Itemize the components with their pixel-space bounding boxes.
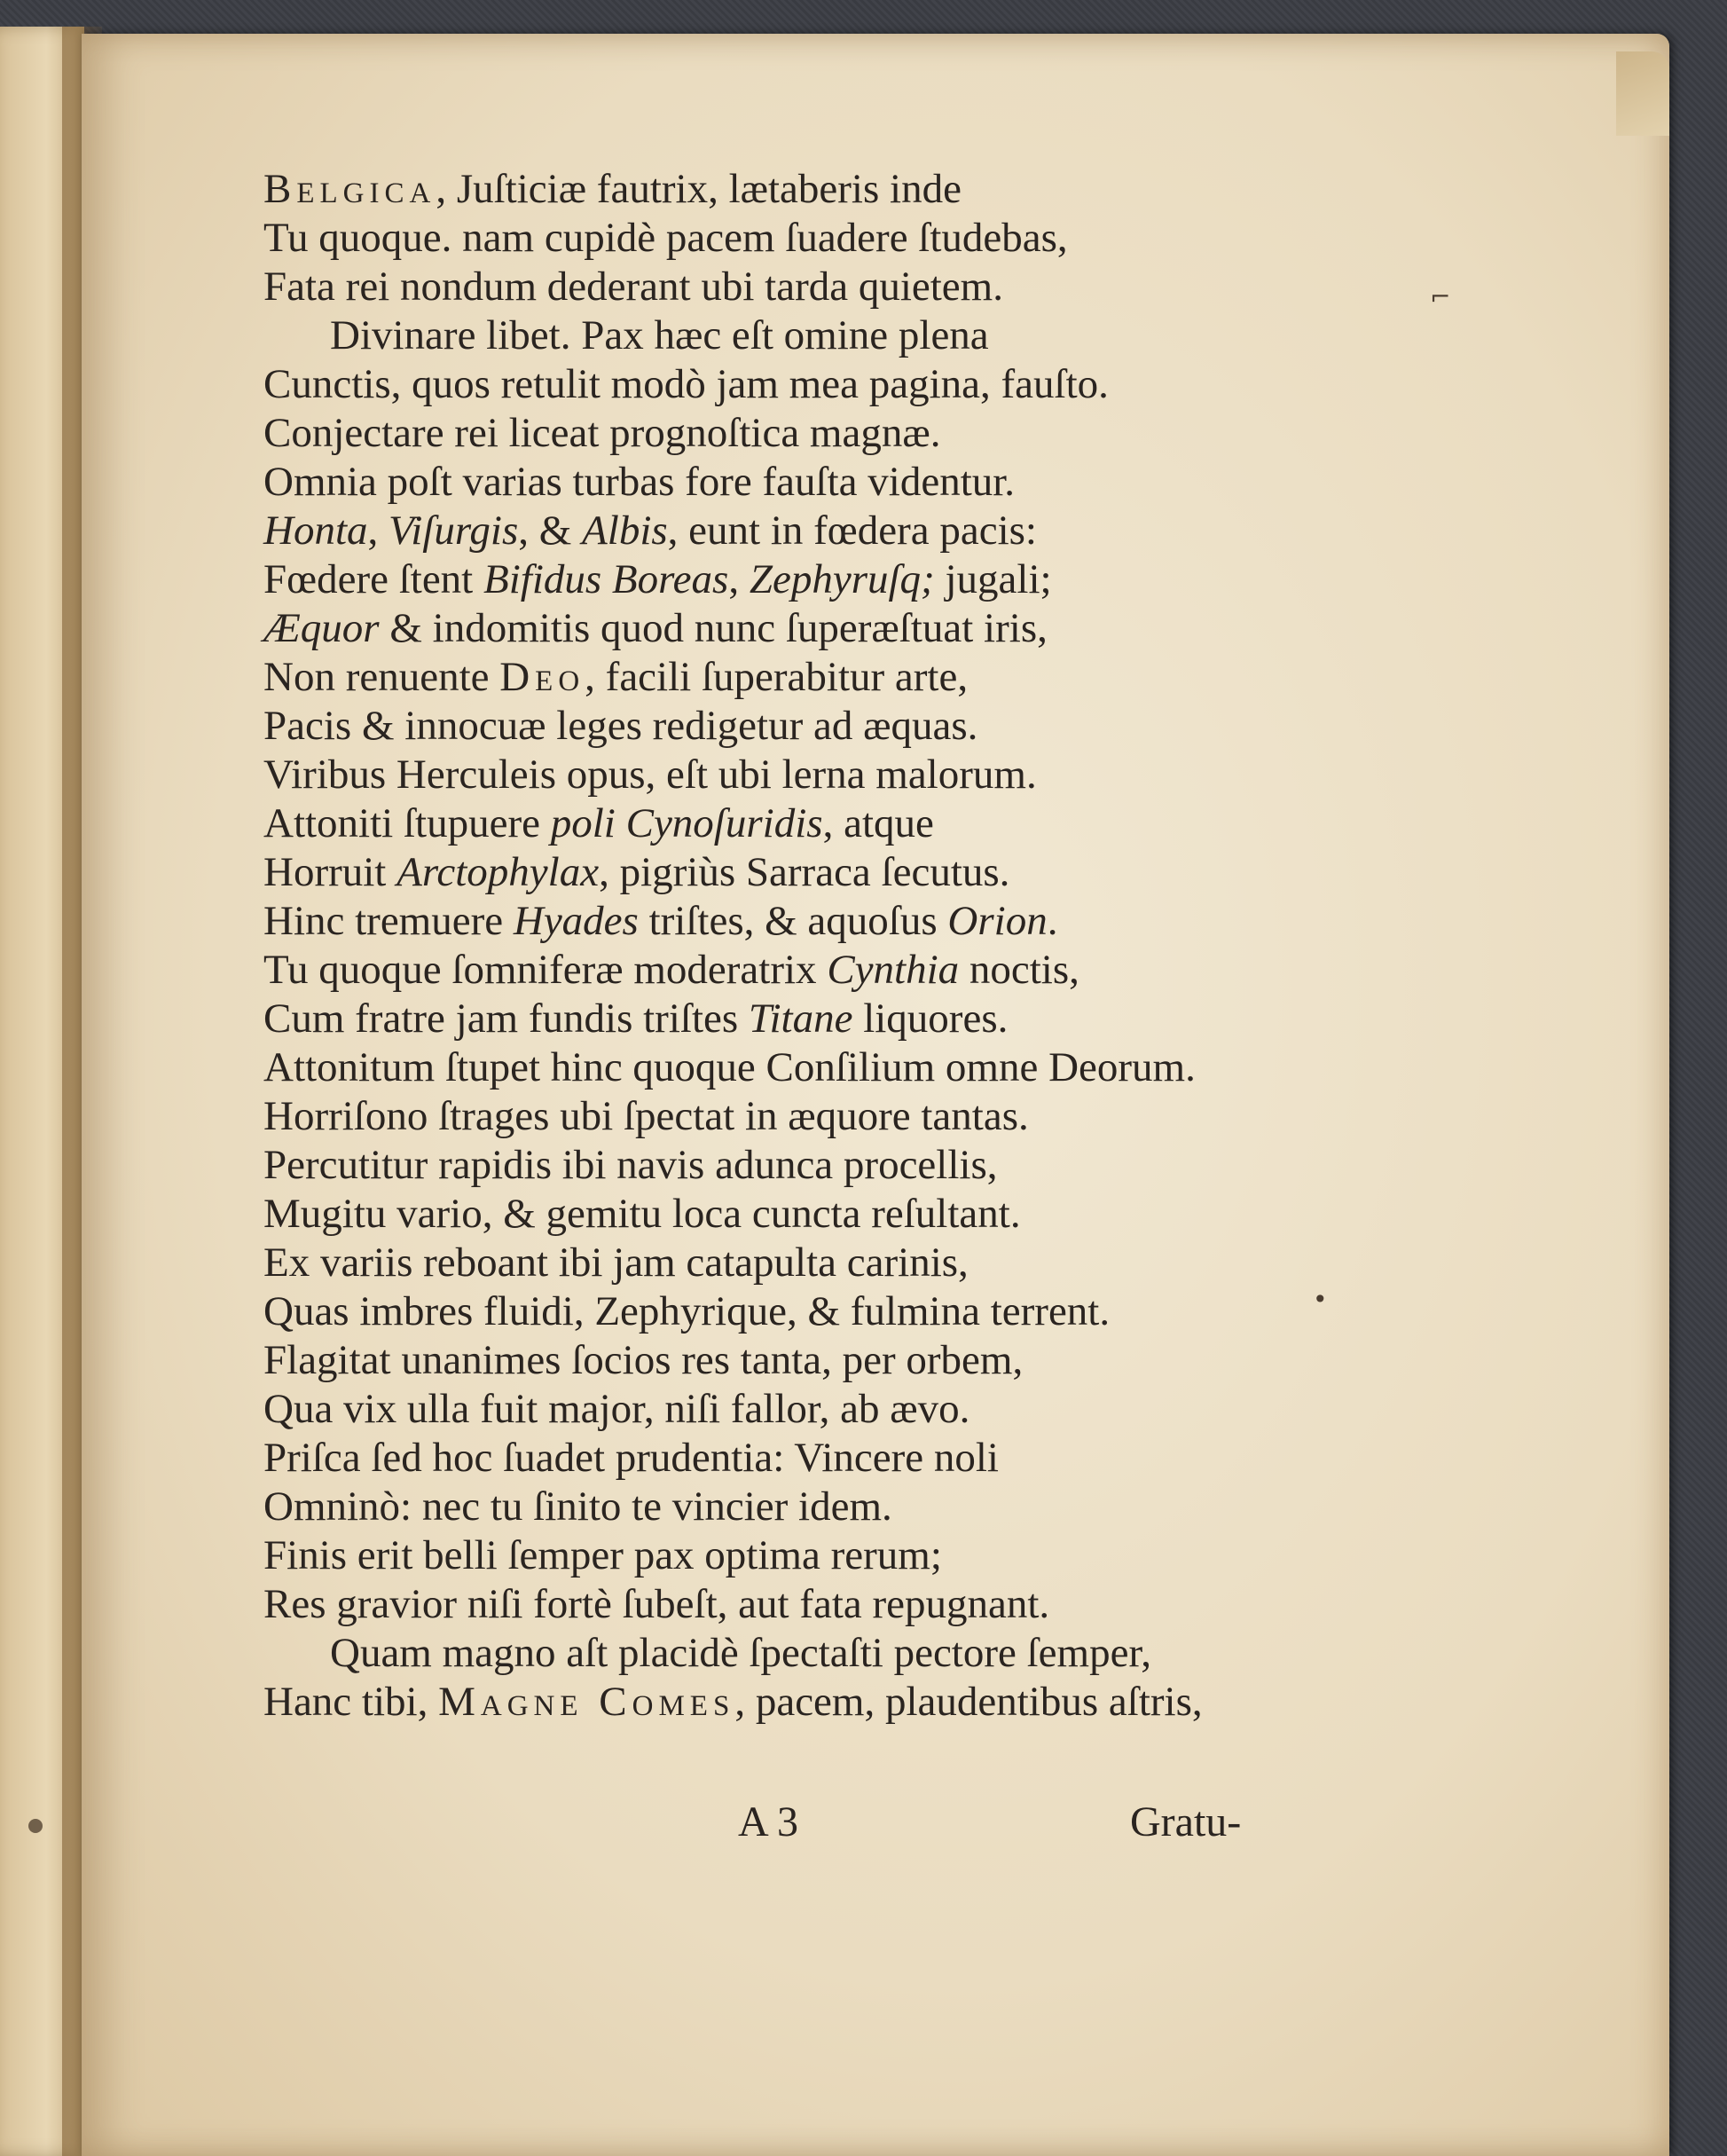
verse-fragment: Priſca ſed hoc ſuadet prudentia: Vincere noli <box>263 1435 999 1481</box>
verse-line <box>263 1629 1434 1678</box>
verse-fragment: Tu quoque. nam cupidè pacem ſuadere ſtudebas, <box>263 215 1068 261</box>
verse-line <box>263 1239 1434 1287</box>
verse-line <box>263 1580 1434 1629</box>
verse-line <box>263 1190 1434 1239</box>
verse-fragment: Hanc tibi, <box>263 1679 439 1725</box>
verse-fragment: . <box>1047 898 1058 944</box>
verse-fragment: Horruit <box>263 849 397 895</box>
verse-line <box>263 946 1434 995</box>
verse-line <box>263 1385 1434 1434</box>
verse-fragment: Quam magno aſt placidè ſpectaſti pectore ſemper, <box>330 1630 1151 1676</box>
pencil-mark: ⌐ <box>1430 282 1451 311</box>
verse-line <box>263 555 1434 604</box>
poem-text <box>263 165 1434 1727</box>
verse-fragment: Deo <box>499 654 585 700</box>
verse-line <box>263 1434 1434 1483</box>
page-footer <box>82 1798 1669 1851</box>
verse-fragment: Orion <box>947 898 1048 944</box>
verse-line <box>263 702 1434 751</box>
verse-fragment: Zephyruſq; <box>749 556 935 602</box>
verse-fragment: Æquor <box>263 605 380 651</box>
verse-fragment: , facili ſuperabitur arte, <box>585 654 969 700</box>
verse-fragment: Cum fratre jam fundis triſtes <box>263 995 749 1042</box>
verse-line <box>263 263 1434 311</box>
verse-fragment: Fata rei nondum dederant ubi tarda quietem. <box>263 264 1003 310</box>
verse-fragment: Divinare libet. Pax hæc eſt omine plena <box>330 312 989 358</box>
verse-fragment: jugali; <box>934 556 1052 602</box>
verse-fragment: Flagitat unanimes ſocios res tanta, per orbem, <box>263 1337 1024 1383</box>
verse-fragment: , pigriùs Sarraca ſecutus. <box>599 849 1010 895</box>
verse-line <box>263 1092 1434 1141</box>
verse-fragment: Magne Comes <box>438 1679 735 1725</box>
verse-fragment: Cynthia <box>827 947 960 993</box>
verse-fragment: Belgica <box>263 166 436 212</box>
verse-fragment: Omnia poſt varias turbas fore fauſta videntur. <box>263 459 1016 505</box>
verse-fragment: Titane <box>748 995 853 1042</box>
ink-spot <box>28 1819 43 1833</box>
verse-line <box>263 1678 1434 1727</box>
verse-line <box>263 897 1434 946</box>
verse-fragment: poli Cynoſuridis <box>550 800 823 846</box>
verse-fragment: Res gravior niſi fortè ſubeſt, aut fata repugnant. <box>263 1581 1050 1627</box>
verse-fragment: , Juſticiæ fautrix, lætaberis inde <box>436 166 962 212</box>
verse-fragment: noctis, <box>959 947 1079 993</box>
verse-fragment: Bifidus Boreas <box>483 556 729 602</box>
verse-fragment: Non renuente <box>263 654 500 700</box>
verse-line <box>263 799 1434 848</box>
verse-fragment: Fœdere ſtent <box>263 556 483 602</box>
catchword: Gratu- <box>1130 1798 1242 1845</box>
ink-dot: • <box>1313 1285 1328 1314</box>
verse-fragment: , atque <box>822 800 934 846</box>
book-page <box>82 34 1669 2156</box>
verse-line <box>263 1531 1434 1580</box>
verse-fragment: Mugitu vario, & gemitu loca cuncta reſultant. <box>263 1191 1021 1237</box>
verse-fragment: Tu quoque ſomniferæ moderatrix <box>263 947 828 993</box>
verse-fragment: Viribus Herculeis opus, eſt ubi lerna malorum. <box>263 751 1037 798</box>
verse-fragment: , & <box>518 508 583 554</box>
verse-fragment: Quas imbres fluidi, Zephyrique, & fulmina terrent. <box>263 1288 1111 1334</box>
verse-fragment: Percutitur rapidis ibi navis adunca procellis, <box>263 1142 998 1188</box>
verse-line <box>263 214 1434 263</box>
verse-fragment: Conjectare rei liceat prognoſtica magnæ. <box>263 410 941 456</box>
signature-mark: A 3 <box>738 1798 799 1845</box>
verse-fragment: triſtes, & aquoſus <box>638 898 948 944</box>
verse-fragment: Hinc tremuere <box>263 898 514 944</box>
verse-line <box>263 995 1434 1043</box>
verse-fragment: Honta <box>263 508 368 554</box>
verse-line <box>263 1141 1434 1190</box>
verse-fragment: , <box>728 556 750 602</box>
verse-fragment: Cunctis, quos retulit modò jam mea pagina, fauſto. <box>263 361 1109 407</box>
verse-fragment: Viſurgis <box>389 508 519 554</box>
verse-line <box>263 165 1434 214</box>
verse-line <box>263 653 1434 702</box>
verse-fragment: Horriſono ſtrages ubi ſpectat in æquore tantas. <box>263 1093 1029 1139</box>
verse-line <box>263 1483 1434 1531</box>
verse-line <box>263 604 1434 653</box>
verse-fragment: & indomitis quod nunc ſuperæſtuat iris, <box>379 605 1048 651</box>
verse-fragment: Albis <box>582 508 668 554</box>
verse-line <box>263 751 1434 799</box>
verse-line <box>263 409 1434 458</box>
verse-fragment: , <box>367 508 389 554</box>
verse-fragment: Arctophylax <box>396 849 600 895</box>
verse-fragment: Omninò: nec tu ſinito te vincier idem. <box>263 1483 892 1530</box>
verse-line <box>263 458 1434 507</box>
verse-line <box>263 1336 1434 1385</box>
verse-fragment: Attonitum ſtupet hinc quoque Conſilium omne Deorum. <box>263 1044 1196 1090</box>
verse-fragment: Hyades <box>513 898 639 944</box>
verse-fragment: , eunt in fœdera pacis: <box>667 508 1037 554</box>
verse-fragment: Pacis & innocuæ leges redigetur ad æquas. <box>263 703 978 749</box>
verse-line <box>263 1043 1434 1092</box>
verse-fragment: Finis erit belli ſemper pax optima rerum; <box>263 1532 942 1578</box>
verse-line <box>263 311 1434 360</box>
verse-fragment: Ex variis reboant ibi jam catapulta carinis, <box>263 1239 969 1286</box>
verse-line <box>263 1287 1434 1336</box>
verse-fragment: , pacem, plaudentibus aſtris, <box>734 1679 1203 1725</box>
verse-line <box>263 848 1434 897</box>
verse-fragment: Attoniti ſtupuere <box>263 800 551 846</box>
verse-line <box>263 507 1434 555</box>
verse-line <box>263 360 1434 409</box>
verse-fragment: liquores. <box>852 995 1009 1042</box>
verse-fragment: Qua vix ulla fuit major, niſi fallor, ab ævo. <box>263 1386 970 1432</box>
